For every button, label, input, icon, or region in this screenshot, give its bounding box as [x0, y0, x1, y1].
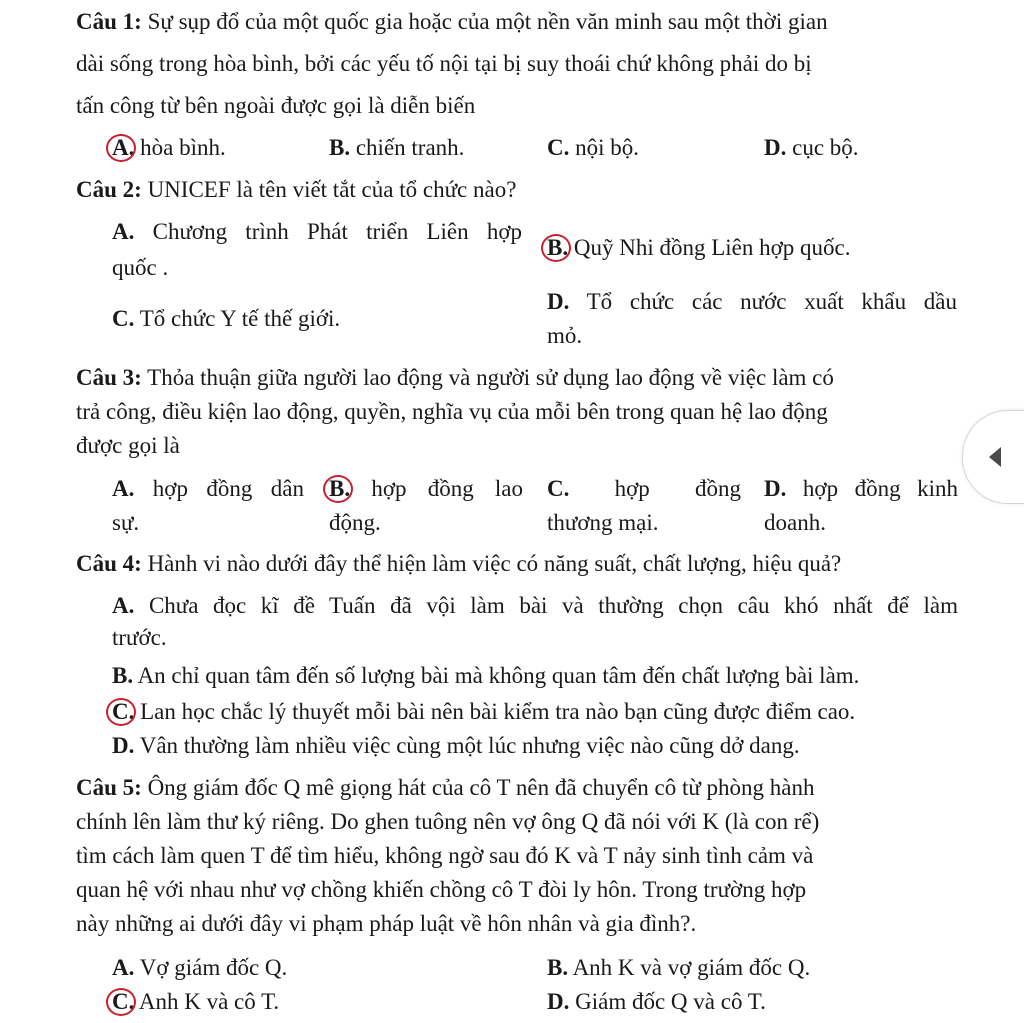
- side-panel-toggle[interactable]: [962, 410, 1024, 504]
- q3-line-3: được gọi là: [76, 433, 180, 458]
- q5-line-5: này những ai dưới đây vi phạm pháp luật về hôn nhân và gia đình?.: [76, 911, 697, 936]
- q5-label: Câu 5:: [76, 775, 142, 800]
- q1-option-a[interactable]: A. hòa bình.: [112, 135, 226, 160]
- q2-label: Câu 2:: [76, 177, 142, 202]
- q2-option-b[interactable]: B. Quỹ Nhi đồng Liên hợp quốc.: [547, 235, 851, 260]
- q3-label: Câu 3:: [76, 365, 142, 390]
- q5-option-b[interactable]: B. Anh K và vợ giám đốc Q.: [547, 955, 811, 980]
- q3-line-2: trả công, điều kiện lao động, quyền, nghĩa vụ của mỗi bên trong quan hệ lao động: [76, 399, 828, 424]
- q4-option-c[interactable]: C. Lan học chắc lý thuyết mỗi bài nên bài kiểm tra nào bạn cũng được điểm cao.: [112, 699, 856, 724]
- chevron-left-icon: [989, 447, 1001, 467]
- answer-circle: A.: [112, 135, 135, 160]
- q1-line-2: dài sống trong hòa bình, bởi các yếu tố nội tại bị suy thoái chứ không phải do bị: [76, 51, 812, 76]
- q1-option-c[interactable]: C. nội bộ.: [547, 135, 640, 160]
- q5-option-d[interactable]: D. Giám đốc Q và cô T.: [547, 989, 766, 1014]
- q5-option-a[interactable]: A. Vợ giám đốc Q.: [112, 955, 288, 980]
- answer-circle: B.: [329, 476, 351, 501]
- q4-option-d[interactable]: D. Vân thường làm nhiều việc cùng một lúc nhưng việc nào cũng dở dang.: [112, 733, 800, 758]
- q1-option-b[interactable]: B. chiến tranh.: [329, 135, 465, 160]
- answer-circle: C.: [112, 989, 135, 1014]
- q2-line-1: Câu 2: UNICEF là tên viết tắt của tổ chức nào?: [76, 177, 517, 202]
- q4-label: Câu 4:: [76, 551, 142, 576]
- q2-option-c[interactable]: C. Tổ chức Y tế thế giới.: [112, 306, 341, 331]
- q5-line-1: Câu 5: Ông giám đốc Q mê giọng hát của cô T nên đã chuyển cô từ phòng hành: [76, 775, 815, 800]
- q5-option-c[interactable]: C. Anh K và cô T.: [112, 989, 280, 1014]
- answer-circle: C.: [112, 699, 135, 724]
- q5-line-3: tìm cách làm quen T để tìm hiểu, không ngờ sau đó K và T nảy sinh tình cảm và: [76, 843, 814, 868]
- q4-line-1: Câu 4: Hành vi nào dưới đây thể hiện làm việc có năng suất, chất lượng, hiệu quả?: [76, 551, 842, 576]
- q1-label: Câu 1:: [76, 9, 142, 34]
- q1-line-1: Câu 1: Sự sụp đổ của một quốc gia hoặc của một nền văn minh sau một thời gian: [76, 9, 828, 34]
- q1-line-3: tấn công từ bên ngoài được gọi là diễn biến: [76, 93, 476, 118]
- q5-line-4: quan hệ với nhau như vợ chồng khiến chồng cô T đòi ly hôn. Trong trường hợp: [76, 877, 807, 902]
- q1-option-d[interactable]: D. cục bộ.: [764, 135, 859, 160]
- q4-option-b[interactable]: B. An chỉ quan tâm đến số lượng bài mà không quan tâm đến chất lượng bài làm.: [112, 663, 860, 688]
- q3-line-1: Câu 3: Thỏa thuận giữa người lao động và người sử dụng lao động về việc làm có: [76, 365, 834, 390]
- answer-circle: B.: [547, 235, 569, 260]
- q5-line-2: chính lên làm thư ký riêng. Do ghen tuông nên vợ ông Q đã nói với K (là con rể): [76, 809, 820, 834]
